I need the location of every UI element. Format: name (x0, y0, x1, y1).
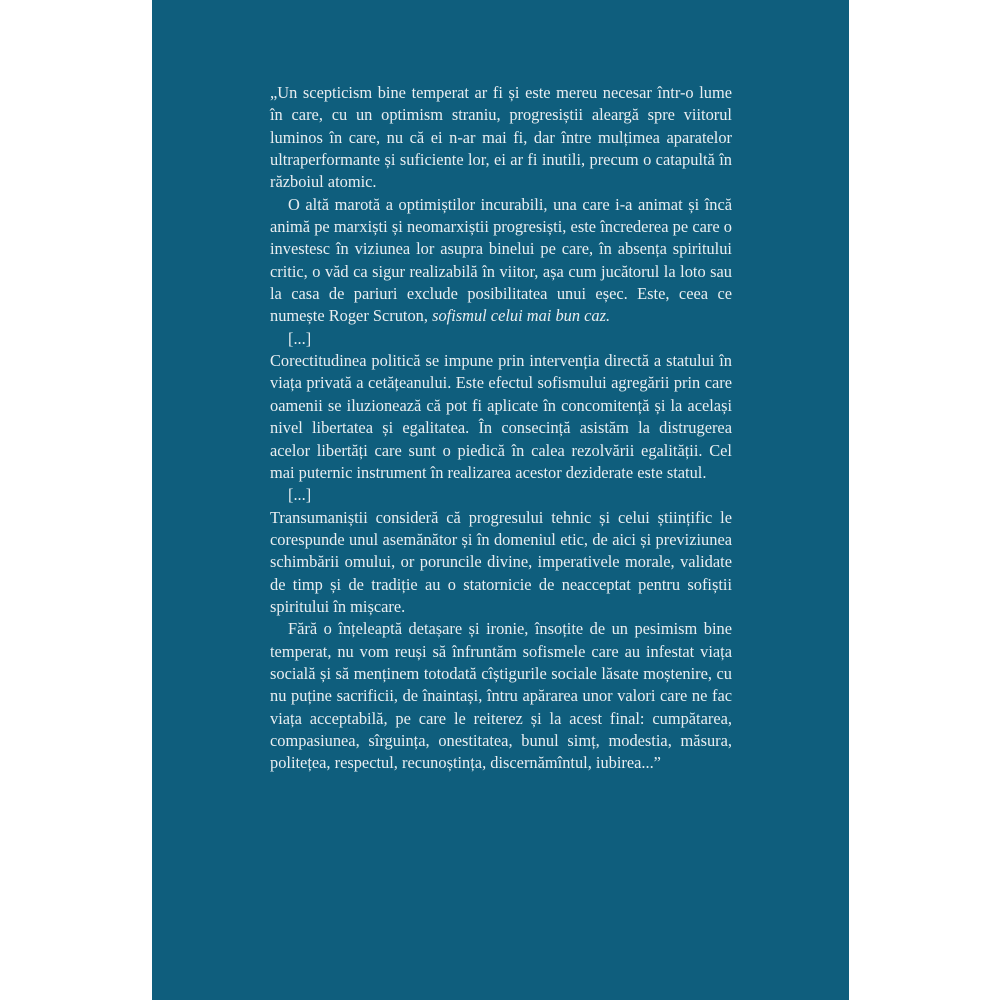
cover-quote (270, 82, 732, 775)
paragraph-3: Corectitudinea politică se impune prin intervenția directă a statului în viața privată a cetățeanului. Este efectul sofismului agregării prin care oamenii se iluzionează că pot fi aplicate în concomitență și la același nivel libertatea și egalitatea. În consecință asistăm la distrugerea acelor libertăți care sunt o piedică în calea rezolvării egalității. Cel mai puternic instrument în realizarea acestor deziderate este statul. (270, 351, 732, 482)
paragraph-2 (270, 194, 732, 328)
ellipsis-2: [...] (288, 485, 312, 505)
paragraph-1: „Un scepticism bine temperat ar fi și este mereu necesar într-o lume în care, cu un optimism straniu, progresiștii aleargă spre viitorul luminos în care, nu că ei n-ar mai fi, dar între mulțimea aparatelor ultraperformante și suficiente lor, ei ar fi inutili, precum o catapultă în războiul atomic. (270, 83, 732, 192)
paragraph-4: Transumaniștii consideră că progresului tehnic și celui științific le corespunde unul asemănător și în domeniul etic, de aici și previziunea schimbării omului, or poruncile divine, imperativele morale, validate de timp și de tradiție au o statornicie de neacceptat pentru sofiștii spiritului în mișcare. (270, 507, 732, 616)
back-cover-panel (152, 0, 849, 1000)
paragraph-2-italic: sofismul celui mai bun caz. (432, 306, 611, 326)
paragraph-5: Fără o înțeleaptă detașare și ironie, însoțite de un pesimism bine temperat, nu vom reuși să înfruntăm sofismele care au infestat viața socială și să menținem totodată cîștigurile sociale lăsate moștenire, cu nu puține sacrificii, de înaintași, întru apărarea unor valori care ne fac viața acceptabilă, pe care le reiterez și la acest final: cumpătarea, compasiunea, sîrguința, onestitatea, bunul simț, modestia, măsura, politețea, respectul, recunoștința, discernămîntul, iubirea...” (270, 619, 732, 773)
ellipsis-1: [...] (288, 328, 312, 348)
paragraph-2-text: O altă marotă a optimiștilor incurabili, una care i-a animat și încă animă pe marxiști și neomarxiștii progresiști, este încrederea pe care o investesc în viziunea lor asupra binelui pe care, în absența spiritului critic, o văd ca sigur realizabilă în viitor, așa cum jucătorul la loto sau la casa de pariuri exclude posibilitatea unui eșec. Este, ceea ce numește Roger Scruton, (270, 194, 732, 326)
